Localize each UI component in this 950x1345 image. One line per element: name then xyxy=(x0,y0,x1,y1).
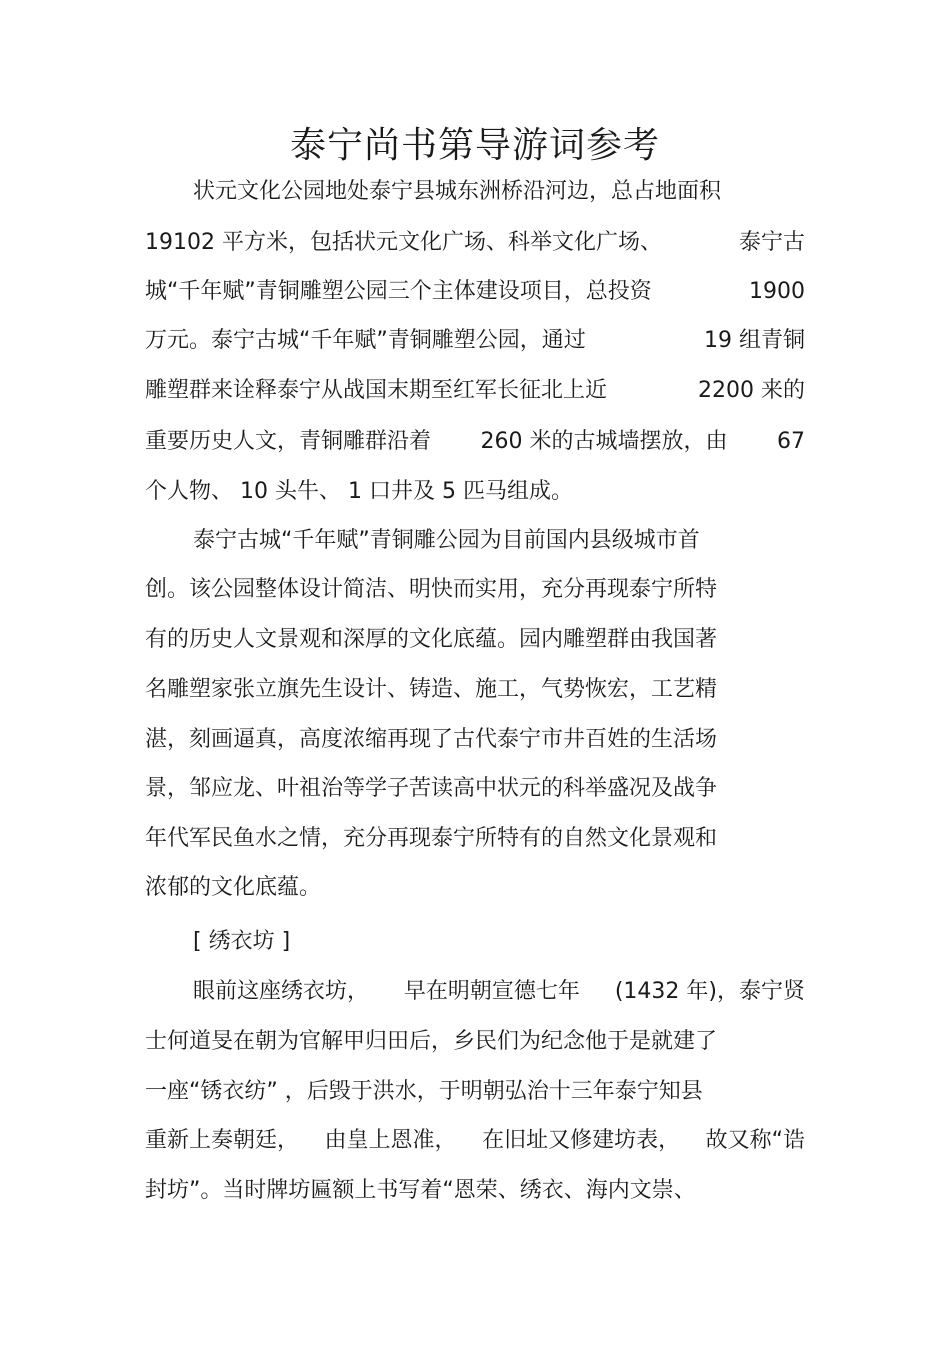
section-heading: [ 绣衣坊 ] xyxy=(193,929,291,954)
text-line xyxy=(193,977,805,1007)
text-line: 一座“锈衣纺” ，后毁于洪水，于明朝弘治十三年泰宁知县 xyxy=(145,1079,703,1104)
text-line xyxy=(145,277,805,307)
text-line: 名雕塑家张立旗先生设计、铸造、施工，气势恢宏，工艺精 xyxy=(145,677,718,702)
text-line: 年代军民鱼水之情，充分再现泰宁所特有的自然文化景观和 xyxy=(145,826,718,851)
text-segment: 眼前这座绣衣坊， xyxy=(193,979,370,1004)
text-segment: 19102 平方米，包括状元文化广场、科举文化广场、 xyxy=(145,230,662,255)
text-line: 浓郁的文化底蕴。 xyxy=(145,875,322,900)
text-line xyxy=(145,228,805,258)
text-segment: 重新上奏朝廷， xyxy=(145,1128,300,1153)
text-segment: 260 米的古城墙摆放，由 xyxy=(480,429,728,454)
text-line xyxy=(145,376,805,406)
text-line xyxy=(145,326,805,356)
text-segment: 2200 来的 xyxy=(698,378,805,403)
text-segment: (1432 年)，泰宁贤 xyxy=(614,979,805,1004)
text-segment: 重要历史人文，青铜雕群沿着 xyxy=(145,429,432,454)
text-segment: 泰宁古 xyxy=(738,230,805,255)
text-segment: 故又称“诰 xyxy=(705,1128,805,1153)
text-line: 个人物、 10 头牛、 1 口井及 5 匹马组成。 xyxy=(145,479,573,504)
text-line: 状元文化公园地处泰宁县城东洲桥沿河边，总占地面积 xyxy=(193,179,722,204)
text-segment: 67 xyxy=(776,429,805,454)
text-segment: 城“千年赋”青铜雕塑公园三个主体建设项目，总投资 xyxy=(145,279,652,304)
text-segment: 雕塑群来诠释泰宁从战国末期至红军长征北上近 xyxy=(145,378,608,403)
text-segment: 在旧址又修建坊表， xyxy=(482,1128,681,1153)
text-line: 士何道旻在朝为官解甲归田后，乡民们为纪念他于是就建了 xyxy=(145,1029,718,1054)
text-line xyxy=(145,1126,805,1156)
text-line: 景，邹应龙、叶祖治等学子苦读高中状元的科举盛况及战争 xyxy=(145,776,718,801)
text-segment: 1900 xyxy=(749,279,805,304)
text-segment: 万元。泰宁古城“千年赋”青铜雕塑公园，通过 xyxy=(145,328,586,353)
text-line: 泰宁古城“千年赋”青铜雕公园为目前国内县级城市首 xyxy=(193,528,700,553)
text-segment: 早在明朝宣德七年 xyxy=(403,979,580,1004)
page-title: 泰宁尚书第导游词参考 xyxy=(289,125,660,166)
text-line xyxy=(145,427,805,457)
text-line: 创。该公园整体设计简洁、明快而实用，充分再现泰宁所特 xyxy=(145,577,718,602)
text-line: 封坊”。当时牌坊匾额上书写着“恩荣、绣衣、海内文崇、 xyxy=(145,1178,696,1203)
text-line: 有的历史人文景观和深厚的文化底蕴。园内雕塑群由我国著 xyxy=(145,627,718,652)
text-line: 湛，刻画逼真，高度浓缩再现了古代泰宁市井百姓的生活场 xyxy=(145,727,718,752)
text-segment: 19 组青铜 xyxy=(704,328,805,353)
text-segment: 由皇上恩准， xyxy=(324,1128,457,1153)
